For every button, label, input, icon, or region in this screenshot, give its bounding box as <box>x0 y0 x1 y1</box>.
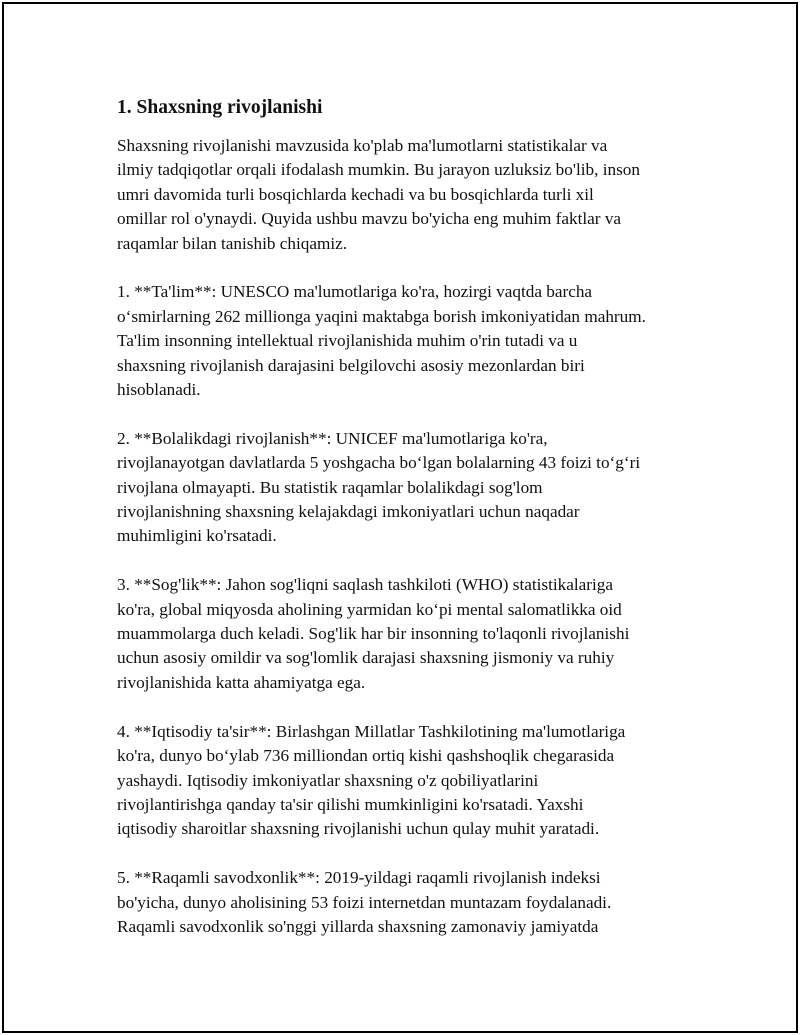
paragraph-health: 3. **Sog'lik**: Jahon sog'liqni saqlash tashkiloti (WHO) statistikalariga ko'ra, global miqyosda aholining yarmidan ko‘pi mental salomatlikka oid muammolarga duch keladi. Sog'lik har bir insonning to'laqonli rivojlanishi uchun asosiy omildir va sog'lomlik darajasi shaxsning jismoniy va ruhiy rivojlanishida katta ahamiyatga ega. <box>117 575 630 692</box>
paragraph-education: 1. **Ta'lim**: UNESCO ma'lumotlariga ko'ra, hozirgi vaqtda barcha o‘smirlarning 262 millionga yaqini maktabga borish imkoniyatidan mahrum. Ta'lim insonning intellektual rivojlanishida muhim o'rin tutadi va u shaxsning rivojlanish darajasini belgilovchi asosiy mezonlardan biri hisoblanadi. <box>117 282 646 400</box>
paragraph-digital-literacy: 5. **Raqamli savodxonlik**: 2019-yildagi raqamli rivojlanish indeksi bo'yicha, dunyo aholisining 53 foizi internetdan muntazam foydalanadi. Raqamli savodxonlik so'nggi yillarda shaxsning zamonaviy jamiyatda <box>117 868 612 936</box>
intro-paragraph: Shaxsning rivojlanishi mavzusida ko'plab ma'lumotlarni statistikalar va ilmiy tadqiqotlar orqali ifodalash mumkin. Bu jarayon uzluksiz bo'lib, inson umri davomida turli bosqichlarda kechadi va bu bosqichlarda turli xil omillar rol o'ynaydi. Quyida ushbu mavzu bo'yicha eng muhim faktlar va raqamlar bilan tanishib chiqamiz. <box>117 136 640 253</box>
document-body <box>117 95 697 939</box>
paragraph-economy: 4. **Iqtisodiy ta'sir**: Birlashgan Millatlar Tashkilotining ma'lumotlariga ko'ra, dunyo bo‘ylab 736 milliondan ortiq kishi qashshoqlik chegarasida yashaydi. Iqtisodiy imkoniyatlar shaxsning o'z qobiliyatlarini rivojlantirishga qanday ta'sir qilishi mumkinligini ko'rsatadi. Yaxshi iqtisodiy sharoitlar shaxsning rivojlanishi uchun qulay muhit yaratadi. <box>117 721 626 839</box>
section-heading: 1. Shaxsning rivojlanishi <box>117 97 323 118</box>
paragraph-childhood: 2. **Bolalikdagi rivojlanish**: UNICEF ma'lumotlariga ko'ra, rivojlanayotgan davlatlarda 5 yoshgacha bo‘lgan bolalarning 43 foizi to‘g‘ri rivojlana olmayapti. Bu statistik raqamlar bolalikdagi sog'lom rivojlanishning shaxsning kelajakdagi imkoniyatlari uchun naqadar muhimligini ko'rsatadi. <box>117 428 641 546</box>
